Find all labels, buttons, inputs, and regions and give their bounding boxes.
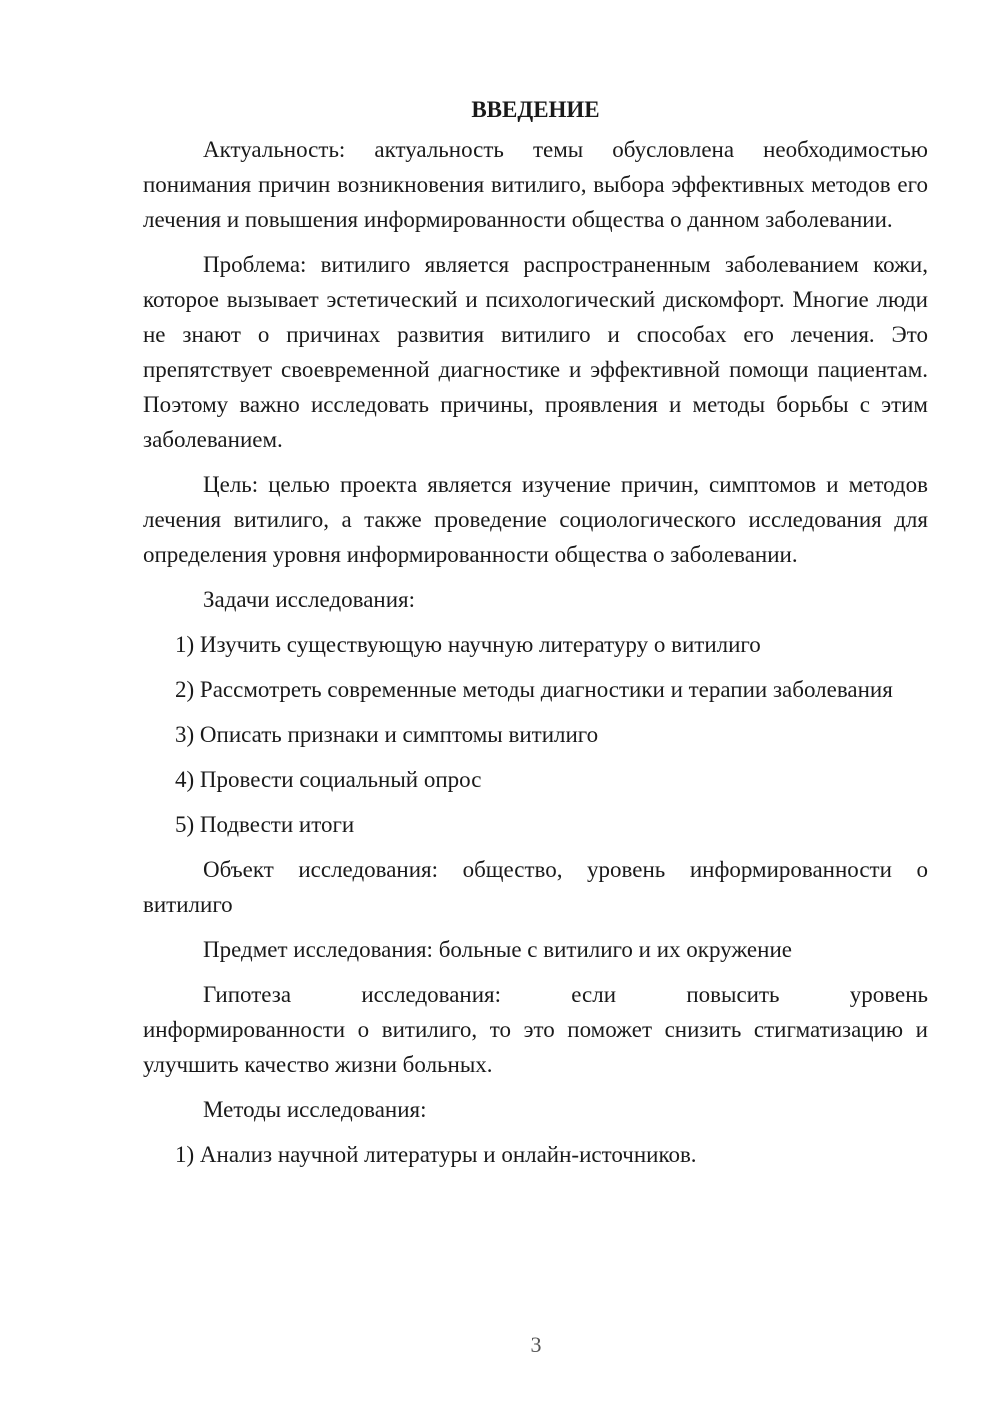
hypothesis-first-line: Гипотеза исследования: если повысить уровень bbox=[203, 982, 928, 1007]
task-item-1: 1) Изучить существующую научную литературу о витилиго bbox=[175, 632, 761, 657]
section-heading: ВВЕДЕНИЕ bbox=[471, 97, 600, 122]
paragraph-subject: Предмет исследования: больные с витилиго и их окружение bbox=[203, 937, 792, 962]
task-item-4: 4) Провести социальный опрос bbox=[175, 767, 482, 792]
paragraph-relevance: Актуальность: актуальность темы обусловлена необходимостью понимания причин возникновения витилиго, выбора эффективных методов его лечения и повышения информированности общества о данном заболевании. bbox=[143, 137, 928, 232]
page-number: 3 bbox=[530, 1332, 542, 1357]
paragraph-object: Объект исследования: общество, уровень информированности о витилиго bbox=[143, 857, 928, 917]
methods-title: Методы исследования: bbox=[203, 1097, 427, 1122]
paragraph-goal: Цель: целью проекта является изучение причин, симптомов и методов лечения витилиго, а также проведение социологического исследования для определения уровня информированности общества о заболевании. bbox=[143, 472, 928, 567]
task-item-3: 3) Описать признаки и симптомы витилиго bbox=[175, 722, 599, 747]
tasks-title: Задачи исследования: bbox=[203, 587, 416, 612]
page-content bbox=[143, 92, 928, 1182]
task-item-5: 5) Подвести итоги bbox=[175, 812, 355, 837]
task-item-2: 2) Рассмотреть современные методы диагностики и терапии заболевания bbox=[175, 677, 893, 702]
method-item-1: 1) Анализ научной литературы и онлайн-источников. bbox=[175, 1142, 697, 1167]
paragraph-hypothesis bbox=[143, 977, 928, 1082]
paragraph-problem: Проблема: витилиго является распространенным заболеванием кожи, которое вызывает эстетический и психологический дискомфорт. Многие люди не знают о причинах развития витилиго и способах его лечения. Это препятствует своевременной диагностике и эффективной помощи пациентам. Поэтому важно исследовать причины, проявления и методы борьбы с этим заболеванием. bbox=[143, 252, 928, 452]
hypothesis-rest: информированности о витилиго, то это поможет снизить стигматизацию и улучшить качество жизни больных. bbox=[143, 1017, 928, 1077]
